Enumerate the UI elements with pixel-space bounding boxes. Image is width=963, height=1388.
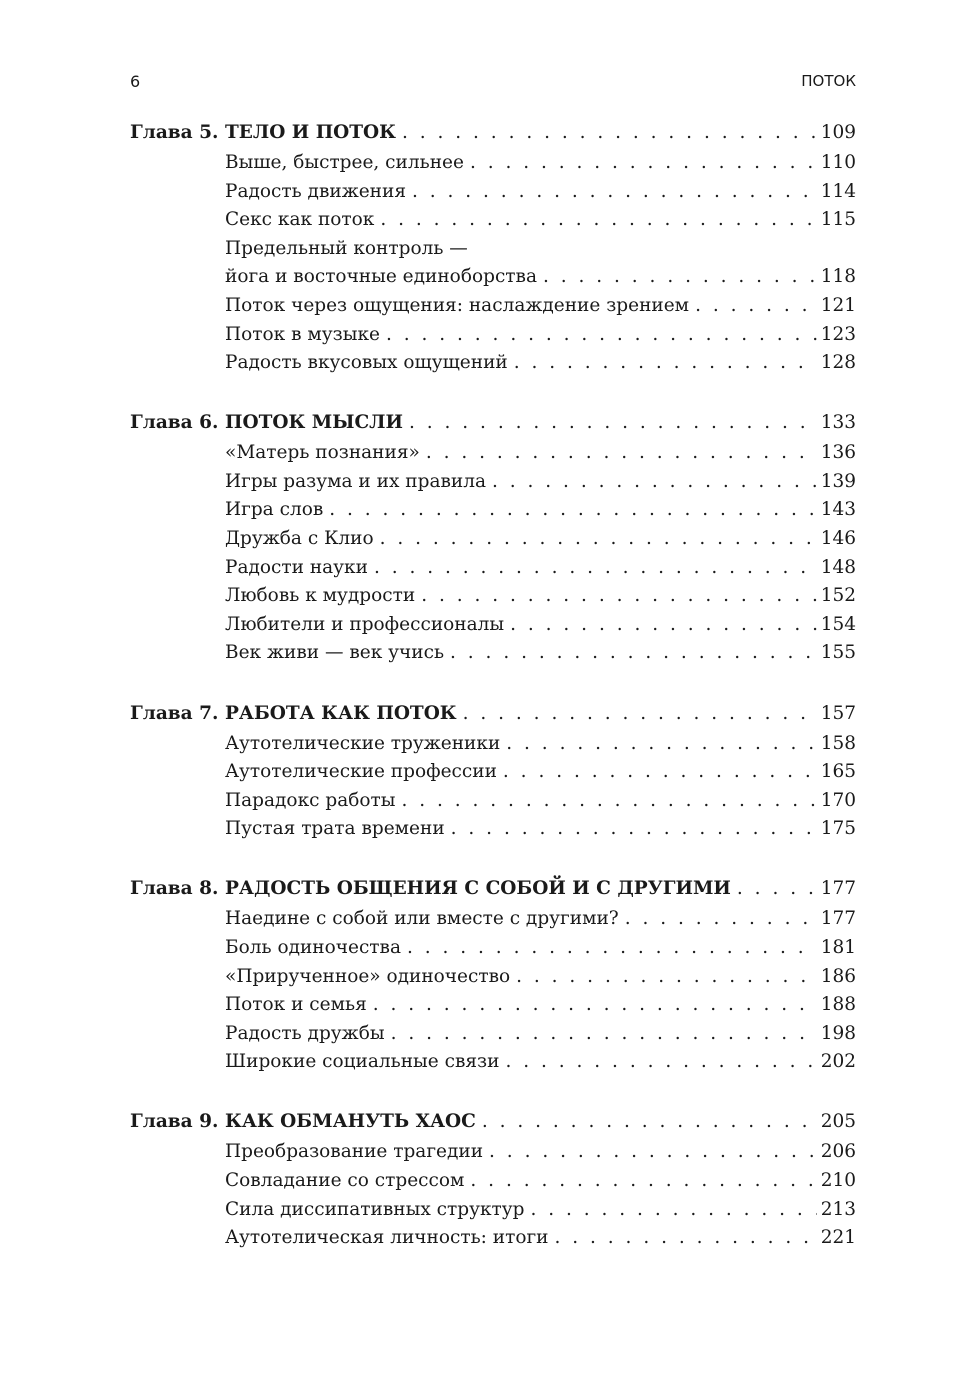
dot-leader <box>737 874 817 904</box>
section-title: «Матерь познания» <box>225 442 420 464</box>
section-title: Поток через ощущения: наслаждение зрением <box>225 294 690 316</box>
section-entry[interactable] <box>130 178 856 207</box>
chapter-entry[interactable] <box>130 874 856 904</box>
section-entry[interactable] <box>130 292 856 321</box>
section-page-number: 154 <box>820 613 856 635</box>
section-entry[interactable] <box>130 730 856 759</box>
section-entry[interactable] <box>130 554 856 583</box>
chapter-block <box>130 408 856 668</box>
dot-leader <box>401 787 816 816</box>
chapter-block <box>130 1107 856 1252</box>
section-page-number: 118 <box>820 266 856 288</box>
dot-leader <box>421 582 816 611</box>
chapter-title: РАБОТА КАК ПОТОК <box>225 702 457 724</box>
dot-leader <box>380 525 817 554</box>
section-entry[interactable] <box>130 963 856 992</box>
dot-leader <box>374 554 817 583</box>
section-title: Радость движения <box>225 180 406 202</box>
section-title: Радость дружбы <box>225 1022 385 1044</box>
section-entry[interactable] <box>130 1167 856 1196</box>
section-entry[interactable] <box>130 149 856 178</box>
section-page-number: 181 <box>820 936 856 958</box>
section-title: Аутотелическая личность: итоги <box>225 1227 549 1249</box>
section-entry-line[interactable] <box>130 235 856 264</box>
dot-leader <box>426 439 817 468</box>
section-entry[interactable] <box>130 787 856 816</box>
section-page-number: 177 <box>820 908 856 930</box>
section-entry[interactable] <box>130 758 856 787</box>
page-number: 6 <box>130 72 141 91</box>
dot-leader <box>503 758 817 787</box>
page-header <box>130 72 856 96</box>
section-title: Преобразование трагедии <box>225 1141 484 1163</box>
section-page-number: 206 <box>820 1141 856 1163</box>
section-entry[interactable] <box>130 1196 856 1225</box>
dot-leader <box>380 206 816 235</box>
dot-leader <box>451 815 817 844</box>
chapter-page-number: 205 <box>820 1111 856 1133</box>
section-entry[interactable] <box>130 1048 856 1077</box>
section-page-number: 170 <box>820 789 856 811</box>
dot-leader <box>386 321 817 350</box>
section-title: Предельный контроль — <box>225 237 468 259</box>
section-title: Аутотелические профессии <box>225 761 497 783</box>
dot-leader <box>492 468 817 497</box>
section-page-number: 139 <box>820 470 856 492</box>
section-title: Любители и профессионалы <box>225 613 505 635</box>
section-title: Совладание со стрессом <box>225 1170 465 1192</box>
section-page-number: 128 <box>820 352 856 374</box>
section-title: Аутотелические труженики <box>225 732 501 754</box>
section-title: Выше, быстрее, сильнее <box>225 152 464 173</box>
chapter-label: Глава 7. <box>130 702 219 724</box>
section-page-number: 213 <box>820 1198 856 1220</box>
dot-leader <box>482 1107 817 1137</box>
dot-leader <box>514 349 817 378</box>
table-of-contents <box>130 118 856 1283</box>
section-entry[interactable] <box>130 815 856 844</box>
section-title: Век живи — век учись <box>225 642 445 664</box>
section-title: Пустая трата времени <box>225 818 445 840</box>
dot-leader <box>407 934 817 963</box>
section-page-number: 146 <box>820 528 856 550</box>
chapter-block <box>130 874 856 1077</box>
section-title-continuation: йога и восточные единоборства <box>225 266 537 288</box>
section-entry[interactable] <box>130 468 856 497</box>
dot-leader <box>463 699 817 729</box>
dot-leader <box>530 1196 816 1225</box>
dot-leader <box>470 149 817 178</box>
dot-leader <box>409 408 817 438</box>
section-entry[interactable] <box>130 1224 856 1253</box>
section-page-number: 155 <box>820 642 856 664</box>
dot-leader <box>506 730 816 759</box>
chapter-label: Глава 8. <box>130 878 219 900</box>
section-title: Боль одиночества <box>225 936 401 958</box>
chapter-title: ТЕЛО И ПОТОК <box>225 122 396 143</box>
section-title: Поток и семья <box>225 994 367 1016</box>
dot-leader <box>450 639 817 668</box>
chapter-label: Глава 6. <box>130 412 219 434</box>
chapter-entry[interactable] <box>130 699 856 729</box>
dot-leader <box>391 1020 817 1049</box>
section-page-number: 143 <box>820 499 856 521</box>
section-entry[interactable] <box>130 321 856 350</box>
section-title: Игры разума и их правила <box>225 470 487 492</box>
chapter-title: КАК ОБМАНУТЬ ХАОС <box>225 1111 476 1133</box>
section-entry[interactable] <box>130 1020 856 1049</box>
section-page-number: 221 <box>820 1227 856 1249</box>
section-page-number: 152 <box>820 585 856 607</box>
section-title: «Прирученное» одиночество <box>225 965 511 987</box>
chapter-entry[interactable] <box>130 408 856 438</box>
section-page-number: 186 <box>820 965 856 987</box>
section-page-number: 202 <box>820 1051 856 1073</box>
section-entry[interactable] <box>130 1138 856 1167</box>
section-entry[interactable] <box>130 349 856 378</box>
dot-leader <box>505 1048 816 1077</box>
chapter-block <box>130 699 856 844</box>
dot-leader <box>543 263 817 292</box>
dot-leader <box>510 611 817 640</box>
section-page-number: 136 <box>820 442 856 464</box>
section-entry[interactable] <box>130 611 856 640</box>
dot-leader <box>412 178 817 207</box>
dot-leader <box>555 1224 817 1253</box>
section-entry[interactable] <box>130 991 856 1020</box>
section-page-number: 121 <box>820 294 856 316</box>
section-entry[interactable] <box>130 206 856 235</box>
dot-leader <box>329 496 816 525</box>
section-page-number: 175 <box>820 818 856 840</box>
section-page-number: 188 <box>820 994 856 1016</box>
dot-leader <box>625 905 817 934</box>
running-title: ПОТОК <box>801 72 856 90</box>
section-title: Широкие социальные связи <box>225 1051 500 1073</box>
chapter-page-number: 157 <box>820 702 856 724</box>
dot-leader <box>695 292 817 321</box>
section-page-number: 110 <box>820 152 856 173</box>
section-entry[interactable] <box>130 934 856 963</box>
section-entry[interactable] <box>130 496 856 525</box>
section-title: Парадокс работы <box>225 789 396 811</box>
section-page-number: 165 <box>820 761 856 783</box>
section-page-number: 114 <box>820 180 856 202</box>
chapter-page-number: 177 <box>820 878 856 900</box>
dot-leader <box>470 1167 816 1196</box>
section-entry[interactable] <box>130 525 856 554</box>
chapter-title: ПОТОК МЫСЛИ <box>225 412 404 434</box>
chapter-page-number: 133 <box>820 412 856 434</box>
dot-leader <box>489 1138 817 1167</box>
chapter-label: Глава 5. <box>130 122 219 143</box>
chapter-page-number: 109 <box>820 122 856 143</box>
section-title: Любовь к мудрости <box>225 585 416 607</box>
section-page-number: 198 <box>820 1022 856 1044</box>
section-title: Игра слов <box>225 499 324 521</box>
section-entry[interactable] <box>130 905 856 934</box>
chapter-title: РАДОСТЬ ОБЩЕНИЯ С СОБОЙ И С ДРУГИМИ <box>225 878 731 900</box>
section-title: Сила диссипативных структур <box>225 1198 525 1220</box>
section-entry[interactable] <box>130 439 856 468</box>
section-page-number: 148 <box>820 556 856 578</box>
dot-leader <box>516 963 817 992</box>
section-title: Поток в музыке <box>225 323 380 345</box>
section-page-number: 123 <box>820 323 856 345</box>
chapter-entry[interactable] <box>130 118 856 148</box>
section-entry[interactable] <box>130 263 856 292</box>
section-page-number: 115 <box>820 209 856 231</box>
chapter-block <box>130 118 856 378</box>
section-title: Дружба с Клио <box>225 528 374 550</box>
section-title: Радость вкусовых ощущений <box>225 352 508 374</box>
section-page-number: 158 <box>820 732 856 754</box>
section-page-number: 210 <box>820 1170 856 1192</box>
section-entry[interactable] <box>130 582 856 611</box>
section-entry[interactable] <box>130 639 856 668</box>
section-title: Секс как поток <box>225 209 375 231</box>
dot-leader <box>373 991 817 1020</box>
section-title: Наедине с собой или вместе с другими? <box>225 908 619 930</box>
section-title: Радости науки <box>225 556 368 578</box>
chapter-label: Глава 9. <box>130 1111 219 1133</box>
dot-leader <box>402 118 817 148</box>
chapter-entry[interactable] <box>130 1107 856 1137</box>
